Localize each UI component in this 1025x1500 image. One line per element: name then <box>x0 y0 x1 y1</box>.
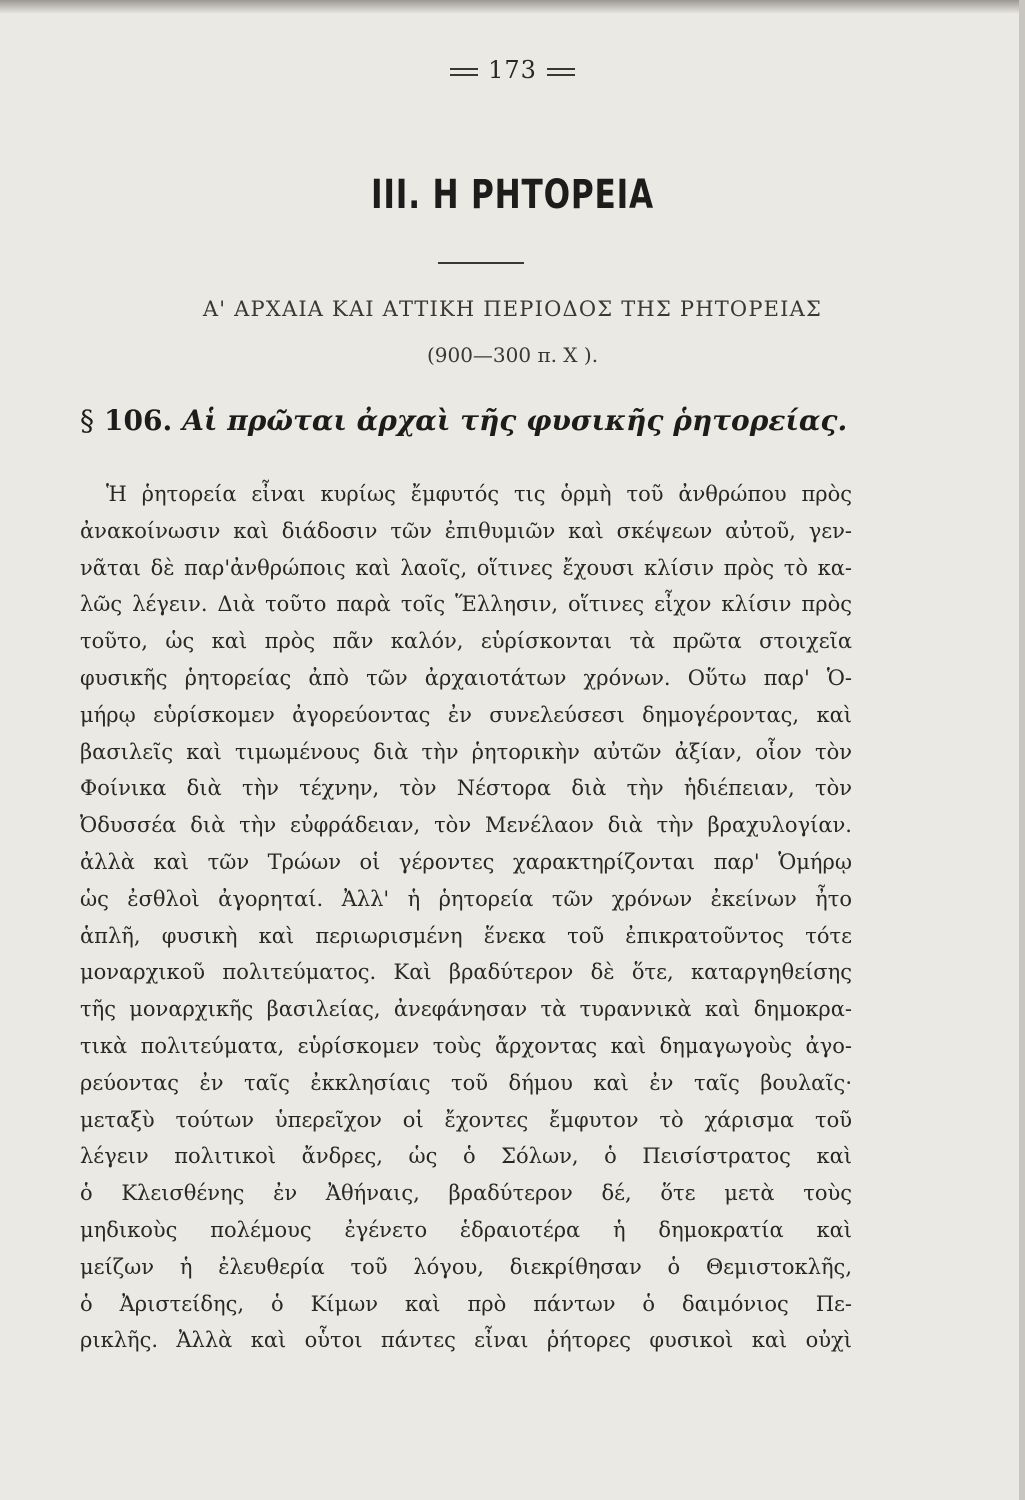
page-number-value: 173 <box>488 56 537 84</box>
text-line: μείζων ἡ ἐλευθερία τοῦ λόγου, διεκρίθησαν ὁ Θεμιστοκλῆς, <box>80 1254 852 1279</box>
text-line: μοναρχικοῦ πολιτεύματος. Καὶ βραδύτερον δὲ ὅτε, καταργηθείσης <box>80 960 852 985</box>
text-line: Ἡ ῥητορεία εἶναι κυρίως ἔμφυτός τις ὁρμὴ τοῦ ἀνθρώπου πρὸς <box>106 482 852 506</box>
text-line: μήρῳ εὑρίσκομεν ἀγορεύοντας ἐν συνελεύσεσι δημογέροντας, καὶ <box>80 702 852 727</box>
text-line: φυσικῆς ῥητορείας ἀπὸ τῶν ἀρχαιοτάτων χρόνων. Οὕτω παρ' Ὁ- <box>80 665 852 690</box>
section-dates: (900—300 π. Χ ). <box>426 343 599 367</box>
text-line: τοῦτο, ὡς καὶ πρὸς πᾶν καλόν, εὑρίσκονται τὰ πρῶτα στοιχεῖα <box>80 629 852 654</box>
text-line: μεταξὺ τούτων ὑπερεῖχον οἱ ἔχοντες ἔμφυτον τὸ χάρισμα τοῦ <box>80 1107 852 1132</box>
text-line: ρεύοντας ἐν ταῖς ἐκκλησίαις τοῦ δήμου καὶ ἐν ταῖς βουλαῖς· <box>80 1070 852 1095</box>
section-title: Α' ΑΡΧΑΙΑ ΚΑΙ ΑΤΤΙΚΗ ΠΕΡΙΟΔΟΣ ΤΗΣ ΡΗΤΟΡΕΙΑΣ <box>202 297 823 321</box>
paragraph-title: Αἱ πρῶται ἀρχαὶ τῆς φυσικῆς ῥητορείας. <box>182 404 848 437</box>
text-line: ἁπλῆ, φυσικὴ καὶ περιωρισμένη ἕνεκα τοῦ ἐπικρατοῦντος τότε <box>80 923 852 948</box>
text-line: βασιλεῖς καὶ τιμωμένους διὰ τὴν ῥητορικὴν αὐτῶν ἀξίαν, οἷον τὸν <box>80 739 852 764</box>
page-number-right-rule <box>547 68 575 76</box>
text-line: τικὰ πολιτεύματα, εὑρίσκομεν τοὺς ἄρχοντας καὶ δημαγωγοὺς ἀγο- <box>80 1033 852 1058</box>
text-line: Ὀδυσσέα διὰ τὴν εὐφράδειαν, τὸν Μενέλαον διὰ τὴν βραχυλογίαν. <box>80 813 852 838</box>
text-line: ἀνακοίνωσιν καὶ διάδοσιν τῶν ἐπιθυμιῶν καὶ σκέψεων αὐτοῦ, γεν- <box>80 518 852 543</box>
text-line: νᾶται δὲ παρ'ἀνθρώποις καὶ λαοῖς, οἵτινες ἔχουσι κλίσιν πρὸς τὸ κα- <box>80 555 852 580</box>
text-line: ὁ Κλεισθένης ἐν Ἀθήναις, βραδύτερον δέ, ὅτε μετὰ τοὺς <box>80 1181 852 1206</box>
page-number <box>0 56 1025 84</box>
text-line: λῶς λέγειν. Διὰ τοῦτο παρὰ τοῖς Ἕλλησιν, οἵτινες εἶχον κλίσιν πρὸς <box>80 592 852 617</box>
chapter-title: III. Η ΡΗΤΟΡΕΙΑ <box>371 172 654 218</box>
page-number-left-rule <box>450 68 478 76</box>
scan-top-shadow <box>0 0 1025 14</box>
text-line: τῆς μοναρχικῆς βασιλείας, ἀνεφάνησαν τὰ τυραννικὰ καὶ δημοκρα- <box>80 997 852 1022</box>
body-text <box>80 476 852 1359</box>
paragraph-number: 106. <box>104 404 173 437</box>
text-line: Φοίνικα διὰ τὴν τέχνην, τὸν Νέστορα διὰ τὴν ἡδιέπειαν, τὸν <box>80 776 852 801</box>
text-line: ὁ Ἀριστείδης, ὁ Κίμων καὶ πρὸ πάντων ὁ δαιμόνιος Πε- <box>80 1291 852 1316</box>
text-line: ὡς ἐσθλοὶ ἀγορηταί. Ἀλλ' ἡ ῥητορεία τῶν χρόνων ἐκείνων ἦτο <box>80 886 852 911</box>
title-divider <box>438 262 524 264</box>
scan-right-edge <box>1019 0 1025 1500</box>
paragraph-heading <box>80 404 847 437</box>
paragraph-symbol: § <box>80 404 94 437</box>
text-line: μηδικοὺς πολέμους ἐγένετο ἑδραιοτέρα ἡ δημοκρατία καὶ <box>80 1217 852 1242</box>
text-line: ἀλλὰ καὶ τῶν Τρώων οἱ γέροντες χαρακτηρίζονται παρ' Ὁμήρῳ <box>80 849 852 874</box>
text-line: λέγειν πολιτικοὶ ἄνδρες, ὡς ὁ Σόλων, ὁ Πεισίστρατος καὶ <box>80 1144 852 1169</box>
text-line: ρικλῆς. Ἀλλὰ καὶ οὗτοι πάντες εἶναι ῥήτορες φυσικοὶ καὶ οὐχὶ <box>80 1328 852 1353</box>
